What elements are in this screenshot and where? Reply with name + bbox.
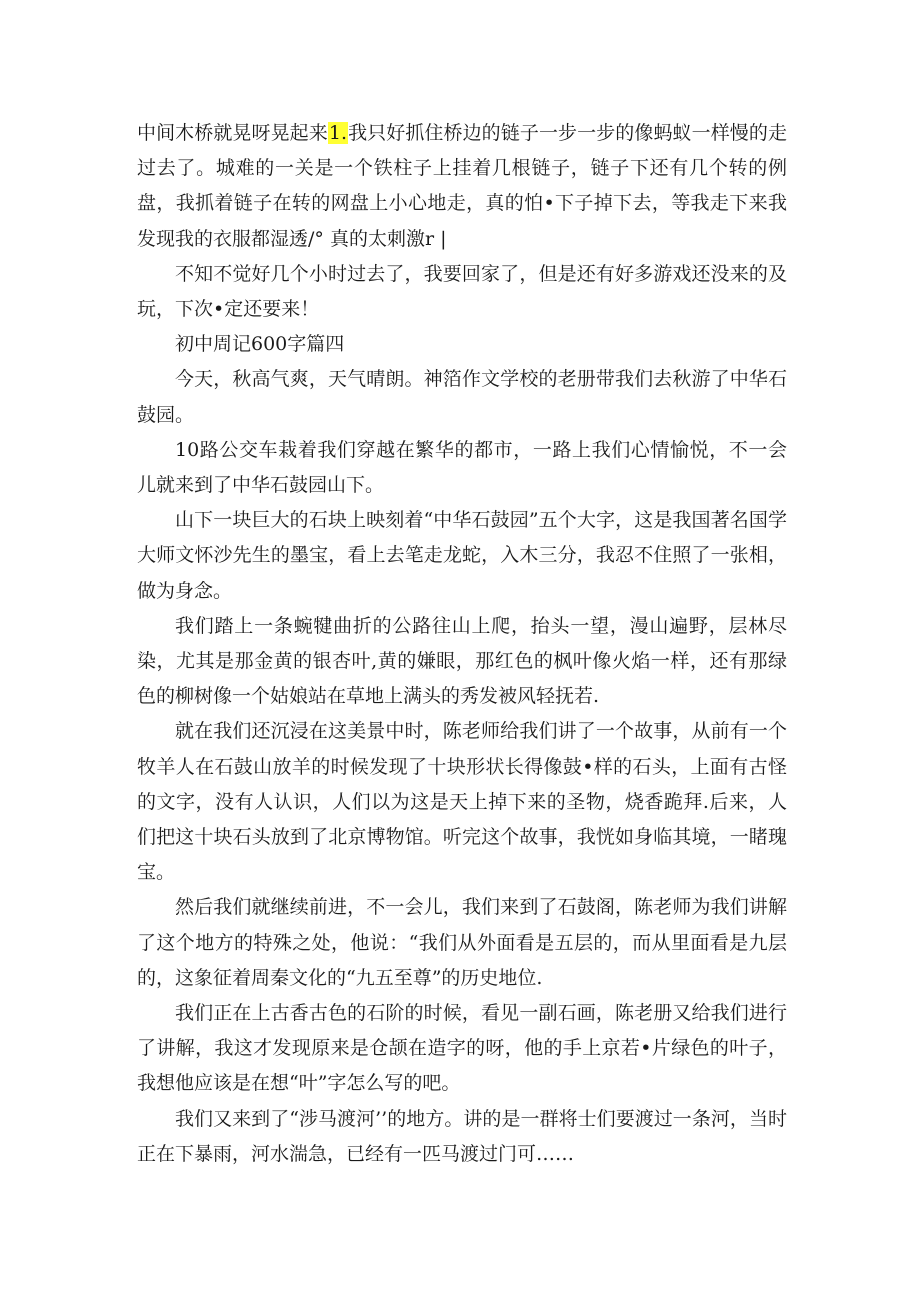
paragraph-1	[137, 116, 787, 257]
section-heading: 初中周记600字篇四	[175, 333, 345, 356]
paragraph-4: 10路公交车栽着我们穿越在繁华的都市，一路上我们心情愉悦，不一会儿就来到了中华石鼓园山下。	[137, 438, 787, 497]
paragraph-6: 我们踏上一条蜿犍曲折的公路往山上爬，抬头一望，漫山遍野，层林尽染，尤其是那金黄的银杏叶,黄的嫌眼，那红色的枫叶像火焰一样，还有那绿色的柳树像一个姑娘站在草地上满头的秀发被风轻抚若.	[137, 614, 787, 708]
paragraph-1-text-start: 中间木桥就晃呀晃起来	[137, 122, 328, 144]
document-body	[137, 116, 787, 1172]
paragraph-5: 山下一块巨大的石块上映刻着“中华石鼓园”五个大字，这是我国著名国学大师文怀沙先生的墨宝，看上去笔走龙蛇，入木三分，我忍不住照了一张相，做为身念。	[137, 509, 787, 602]
paragraph-7: 就在我们还沉浸在这美景中时，陈老师给我们讲了一个故事，从前有一个牧羊人在石鼓山放羊的时候发现了十块形状长得像鼓•样的石头，上面有古怪的文字，没有人认识，人们以为这是天上掉下来的圣物，烧香跪拜.后来，人们把这十块石头放到了北京博物馆。听完这个故事，我恍如身临其境，一睹瑰宝。	[137, 720, 787, 884]
paragraph-3: 今天，秋高气爽，天气晴朗。神箔作文学校的老册带我们去秋游了中华石鼓园。	[137, 368, 787, 426]
paragraph-1-text-end: 我只好抓住桥边的链子一步一步的像蚂蚁一样慢的走过去了。城难的一关是一个铁柱子上挂着几根链子，链子下还有几个转的例盘，我抓着链子在转的网盘上小心地走，真的怕•下子掉下去，等我走下来我发现我的衣服都湿透/° 真的太刺激r |	[137, 122, 787, 250]
paragraph-2: 不知不觉好几个小时过去了，我要回家了，但是还有好多游戏还没来的及玩，下次•定还要来！	[137, 262, 787, 321]
paragraph-10: 我们又来到了“涉马渡河’’的地方。讲的是一群将士们要渡过一条河，当时正在下暴雨，河水湍急，已经有一匹马渡过门可……	[137, 1107, 787, 1165]
paragraph-9: 我们正在上古香古色的石阶的时候，看见一副石画，陈老册又给我们进行了讲解，我这才发现原来是仓颉在造字的呀，他的手上京若•片绿色的叶子，我想他应该是在想“叶”字怎么写的吧。	[137, 1002, 787, 1095]
highlighted-text: 1.	[328, 122, 347, 144]
paragraph-8: 然后我们就继续前进，不一会儿，我们来到了石鼓阁，陈老师为我们讲解了这个地方的特殊之处，他说：“我们从外面看是五层的，而从里面看是九层的，这象征着周秦文化的“九五至尊”的历史地位.	[137, 896, 787, 989]
